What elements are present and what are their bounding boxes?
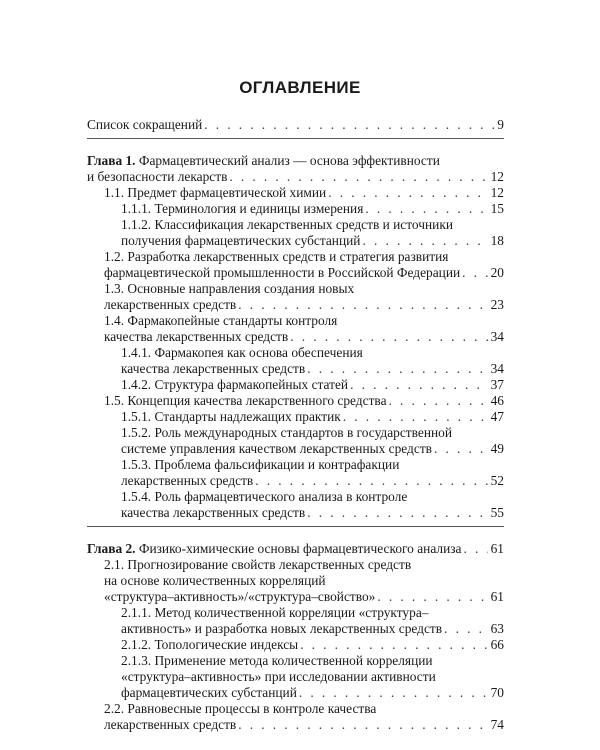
toc-entry-title: 1.1.2. Классификация лекарственных средств и источники bbox=[121, 217, 454, 232]
toc-entry-text bbox=[121, 505, 305, 521]
toc-entry-title: «структура–активность» при исследовании активности bbox=[121, 669, 436, 684]
page-number: 9 bbox=[497, 117, 504, 132]
toc-entry[interactable] bbox=[87, 425, 504, 457]
toc-entry-title: 1.1. Предмет фармацевтической химии bbox=[104, 185, 327, 200]
toc-entry-line bbox=[87, 557, 504, 573]
toc-entry[interactable] bbox=[87, 393, 504, 409]
toc-entry-line bbox=[87, 281, 504, 297]
toc-entry-line bbox=[87, 393, 504, 409]
dot-leader bbox=[299, 685, 488, 701]
toc-entry-text bbox=[121, 685, 297, 701]
page-number: 55 bbox=[490, 505, 504, 520]
toc-entry-line bbox=[87, 153, 504, 169]
dot-leader bbox=[389, 393, 488, 409]
toc-entry-line bbox=[87, 361, 504, 377]
toc-entry-text bbox=[87, 169, 227, 185]
toc-entry-text bbox=[121, 441, 432, 457]
toc-entry-text bbox=[104, 185, 326, 201]
toc-entry-text bbox=[104, 297, 236, 313]
toc-entry-line bbox=[87, 637, 504, 653]
toc-entry-title: лекарственных средств bbox=[104, 297, 237, 312]
toc-entry-text bbox=[104, 557, 411, 573]
dot-leader bbox=[238, 717, 487, 733]
dot-leader bbox=[238, 297, 487, 313]
toc-entry-line bbox=[87, 329, 504, 345]
toc-entry-title: 1.2. Разработка лекарственных средств и стратегия развития bbox=[104, 249, 449, 264]
toc-entry-text bbox=[87, 117, 202, 133]
toc-entry-title: лекарственных средств bbox=[121, 473, 254, 488]
dot-leader bbox=[350, 377, 488, 393]
page-number: 12 bbox=[490, 185, 504, 200]
toc-entry-text bbox=[121, 473, 253, 489]
toc-entry-text bbox=[121, 605, 428, 621]
toc-entry-text bbox=[104, 589, 375, 605]
toc-entry-title: 2.1.2. Топологические индексы bbox=[121, 637, 299, 652]
toc-entry-text bbox=[121, 637, 298, 653]
toc-entry-line bbox=[87, 541, 504, 557]
toc-entry-title: 1.5.3. Проблема фальсификации и контрафакции bbox=[121, 457, 400, 472]
toc-entry-line bbox=[87, 441, 504, 457]
toc-entry-line bbox=[87, 653, 504, 669]
dot-leader bbox=[462, 265, 487, 281]
toc-entry-line bbox=[87, 425, 504, 441]
toc-entry-text bbox=[121, 653, 433, 669]
dot-leader bbox=[365, 201, 487, 217]
toc-entry-title: на основе количественных корреляций bbox=[104, 573, 326, 588]
toc-entry[interactable] bbox=[87, 457, 504, 489]
table-of-contents bbox=[87, 117, 504, 733]
toc-entry[interactable] bbox=[87, 409, 504, 425]
toc-entry-line bbox=[87, 377, 504, 393]
toc-entry-title: 1.5.1. Стандарты надлежащих практик bbox=[121, 409, 341, 424]
toc-entry[interactable] bbox=[87, 489, 504, 521]
toc-entry[interactable] bbox=[87, 201, 504, 217]
page-number: 49 bbox=[490, 441, 504, 456]
toc-entry-title: получения фармацевтических субстанций bbox=[121, 233, 361, 248]
toc-entry-line bbox=[87, 345, 504, 361]
toc-entry-text bbox=[104, 281, 354, 297]
toc-entry-title: качества лекарственных средств bbox=[121, 505, 306, 520]
page-title: ОГЛАВЛЕНИЕ bbox=[239, 78, 361, 97]
toc-entry-title: 2.1.3. Применение метода количественной корреляции bbox=[121, 653, 433, 668]
dot-leader bbox=[463, 541, 487, 557]
page-number: 61 bbox=[490, 589, 504, 604]
toc-entry-text bbox=[104, 701, 376, 717]
toc-entry-title: 1.5.4. Роль фармацевтического анализа в контроле bbox=[121, 489, 408, 504]
page-number: 23 bbox=[490, 297, 504, 312]
page-number: 18 bbox=[490, 233, 504, 248]
toc-entry-title: системе управления качеством лекарственных средств bbox=[121, 441, 432, 456]
toc-entry-line bbox=[87, 185, 504, 201]
toc-entry-title: лекарственных средств bbox=[104, 717, 237, 732]
toc-chapter-entry[interactable] bbox=[87, 153, 504, 185]
toc-entry-line bbox=[87, 621, 504, 637]
page-number: 61 bbox=[490, 541, 504, 556]
toc-entry-text bbox=[121, 457, 399, 473]
toc-entry[interactable] bbox=[87, 185, 504, 201]
toc-entry-title: Фармацевтический анализ — основа эффективности bbox=[135, 153, 440, 168]
toc-entry-line bbox=[87, 265, 504, 281]
page-number: 34 bbox=[490, 329, 504, 344]
page-number: 52 bbox=[490, 473, 504, 488]
toc-entry-text bbox=[121, 201, 363, 217]
toc-entry[interactable] bbox=[87, 377, 504, 393]
toc-chapter-entry[interactable] bbox=[87, 541, 504, 557]
toc-entry-title: качества лекарственных средств bbox=[121, 361, 306, 376]
toc-entry-line bbox=[87, 201, 504, 217]
toc-entry[interactable] bbox=[87, 249, 504, 281]
dot-leader bbox=[343, 409, 488, 425]
toc-entry-line bbox=[87, 489, 504, 505]
toc-entry-line bbox=[87, 457, 504, 473]
toc-entry-text bbox=[121, 409, 341, 425]
toc-entry-title: качества лекарственных средств bbox=[104, 329, 289, 344]
dot-leader bbox=[204, 117, 494, 133]
toc-entry-title: 2.1. Прогнозирование свойств лекарственных средств bbox=[104, 557, 412, 572]
toc-entry-text bbox=[87, 153, 440, 169]
dot-leader bbox=[362, 233, 487, 249]
toc-entry-title: 1.5. Концепция качества лекарственного средства bbox=[104, 393, 387, 408]
toc-entry-line bbox=[87, 701, 504, 717]
toc-entry[interactable] bbox=[87, 117, 504, 133]
toc-entry-line bbox=[87, 473, 504, 489]
toc-entry-title: активность» и разработка новых лекарственных средств bbox=[121, 621, 443, 636]
page-number: 20 bbox=[490, 265, 504, 280]
page-number: 34 bbox=[490, 361, 504, 376]
toc-entry[interactable] bbox=[87, 217, 504, 249]
dot-leader bbox=[444, 621, 488, 637]
dot-leader bbox=[328, 185, 487, 201]
toc-entry-text bbox=[104, 265, 460, 281]
chapter-divider bbox=[87, 526, 504, 535]
toc-entry-line bbox=[87, 249, 504, 265]
toc-entry-title: 2.2. Равновесные процессы в контроле качества bbox=[104, 701, 377, 716]
toc-entry-text bbox=[104, 313, 337, 329]
page-number: 74 bbox=[490, 717, 504, 732]
toc-entry-text bbox=[87, 541, 461, 557]
page-number: 47 bbox=[490, 409, 504, 424]
toc-entry-line bbox=[87, 605, 504, 621]
toc-entry-text bbox=[121, 621, 442, 637]
toc-entry-text bbox=[121, 425, 452, 441]
toc-entry[interactable] bbox=[87, 281, 504, 313]
dot-leader bbox=[290, 329, 487, 345]
page-number: 46 bbox=[490, 393, 504, 408]
page-number: 15 bbox=[490, 201, 504, 216]
toc-entry[interactable] bbox=[87, 605, 504, 637]
toc-entry-line bbox=[87, 685, 504, 701]
toc-entry-line bbox=[87, 169, 504, 185]
toc-entry-title: 1.4. Фармакопейные стандарты контроля bbox=[104, 313, 338, 328]
toc-entry-line bbox=[87, 505, 504, 521]
toc-entry-title: 2.1.1. Метод количественной корреляции «структура– bbox=[121, 605, 429, 620]
toc-entry-title: 1.5.2. Роль международных стандартов в государственной bbox=[121, 425, 453, 440]
toc-entry-text bbox=[121, 345, 363, 361]
dot-leader bbox=[307, 361, 487, 377]
toc-entry[interactable] bbox=[87, 313, 504, 345]
toc-entry-text bbox=[121, 233, 360, 249]
toc-entry-text bbox=[121, 377, 348, 393]
toc-entry-text bbox=[121, 669, 436, 685]
dot-leader bbox=[307, 505, 487, 521]
toc-entry-line bbox=[87, 717, 504, 733]
page-number: 70 bbox=[490, 685, 504, 700]
dot-leader bbox=[229, 169, 487, 185]
toc-entry[interactable] bbox=[87, 653, 504, 701]
toc-entry[interactable] bbox=[87, 345, 504, 377]
toc-entry-title: фармацевтических субстанций bbox=[121, 685, 297, 700]
toc-entry-title: 1.3. Основные направления создания новых bbox=[104, 281, 355, 296]
toc-entry-line bbox=[87, 669, 504, 685]
toc-entry[interactable] bbox=[87, 637, 504, 653]
toc-entry-line bbox=[87, 297, 504, 313]
toc-entry-text bbox=[121, 217, 453, 233]
toc-entry-text bbox=[104, 329, 288, 345]
dot-leader bbox=[377, 589, 487, 605]
chapter-label: Глава 2. bbox=[87, 541, 136, 556]
toc-entry-line bbox=[87, 573, 504, 589]
chapter-divider bbox=[87, 138, 504, 147]
toc-entry-title: 1.4.1. Фармакопея как основа обеспечения bbox=[121, 345, 363, 360]
toc-entry-title: и безопасности лекарств bbox=[87, 169, 228, 184]
toc-entry-line bbox=[87, 217, 504, 233]
toc-entry-title: фармацевтической промышленности в Российской Федерации bbox=[104, 265, 461, 280]
toc-entry-title: Физико-химические основы фармацевтического анализа bbox=[135, 541, 462, 556]
chapter-label: Глава 1. bbox=[87, 153, 136, 168]
toc-entry-text bbox=[121, 489, 407, 505]
toc-entry-title: 1.4.2. Структура фармакопейных статей bbox=[121, 377, 349, 392]
toc-entry-text bbox=[104, 249, 448, 265]
dot-leader bbox=[255, 473, 487, 489]
dot-leader bbox=[300, 637, 487, 653]
toc-entry-line bbox=[87, 589, 504, 605]
dot-leader bbox=[434, 441, 488, 457]
toc-entry-text bbox=[104, 573, 326, 589]
toc-entry-line bbox=[87, 313, 504, 329]
toc-entry-title: Список сокращений bbox=[87, 117, 203, 132]
toc-entry-line bbox=[87, 409, 504, 425]
toc-entry-line bbox=[87, 233, 504, 249]
page-number: 37 bbox=[490, 377, 504, 392]
page-number: 63 bbox=[490, 621, 504, 636]
toc-entry-title: «структура–активность»/«структура–свойство» bbox=[104, 589, 376, 604]
toc-entry-title: 1.1.1. Терминология и единицы измерения bbox=[121, 201, 364, 216]
toc-entry-line bbox=[87, 117, 504, 133]
toc-entry[interactable] bbox=[87, 557, 504, 605]
toc-entry-text bbox=[121, 361, 305, 377]
page-number: 66 bbox=[490, 637, 504, 652]
toc-entry-text bbox=[104, 717, 236, 733]
toc-entry[interactable] bbox=[87, 701, 504, 733]
page-number: 12 bbox=[490, 169, 504, 184]
toc-entry-text bbox=[104, 393, 387, 409]
